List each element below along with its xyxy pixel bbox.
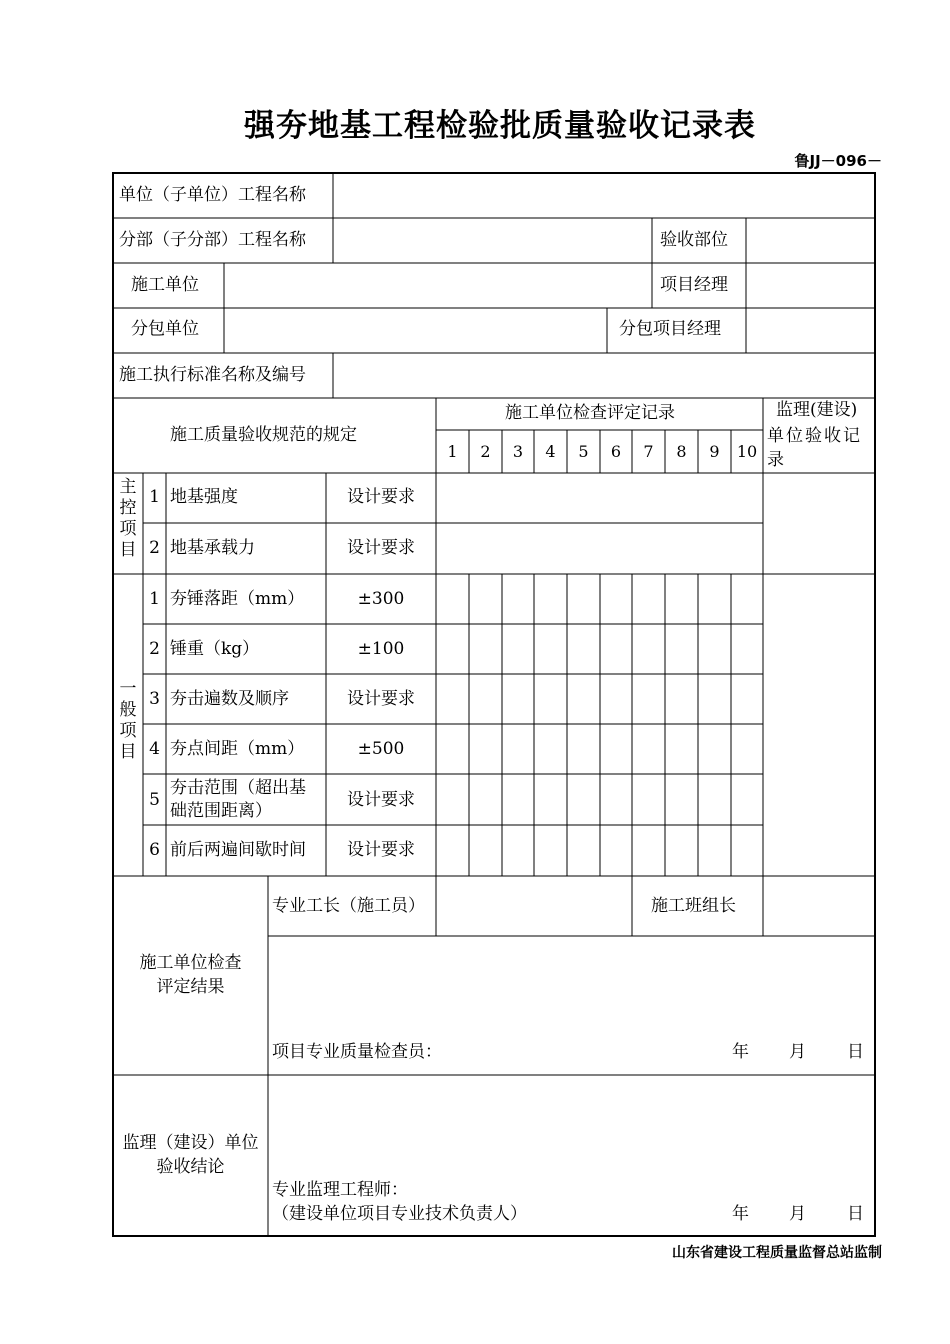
date-day: 日: [847, 1204, 864, 1224]
owner-label: （建设单位项目专业技术负责人）: [272, 1204, 527, 1224]
spec-label: 施工质量验收规范的规定: [170, 425, 357, 445]
column-number: 10: [736, 442, 758, 461]
item-name-line1: 夯击范围（超出基: [170, 778, 306, 798]
supervision-label-line2: 单位验收记: [767, 426, 862, 446]
standard-label: 施工执行标准名称及编号: [119, 365, 306, 385]
column-number: 1: [447, 442, 458, 461]
acceptance-part-label: 验收部位: [660, 230, 728, 250]
column-number: 3: [512, 442, 524, 461]
footer-issuer: 山东省建设工程质量监督总站监制: [672, 1245, 882, 1261]
column-number: 5: [578, 442, 589, 461]
date-month: 月: [789, 1204, 806, 1224]
item-number: 3: [149, 689, 160, 709]
item-requirement: 设计要求: [347, 487, 415, 507]
item-name: 夯击遍数及顺序: [170, 689, 289, 709]
item-requirement: 设计要求: [347, 689, 415, 709]
item-requirement: ±300: [357, 589, 405, 609]
item-requirement: 设计要求: [347, 840, 415, 860]
item-name: 夯点间距（mm）: [170, 739, 305, 759]
form-title: 强夯地基工程检验批质量验收记录表: [244, 108, 756, 144]
item-name: 前后两遍间歇时间: [170, 840, 306, 860]
sub-project-name-label: 分部（子分部）工程名称: [119, 230, 306, 250]
column-number: 6: [610, 442, 622, 461]
column-number: 4: [545, 442, 556, 461]
item-requirement: ±100: [357, 639, 405, 659]
item-name-line2: 础范围距离）: [170, 801, 272, 821]
date-day: 日: [847, 1042, 864, 1062]
item-name: 地基承载力: [170, 538, 255, 558]
item-number: 2: [149, 538, 160, 558]
column-number: 2: [480, 442, 491, 461]
item-requirement: 设计要求: [347, 790, 415, 810]
column-number: 9: [709, 442, 720, 461]
item-number: 5: [149, 790, 160, 810]
inspector-label: 项目专业质量检查员：: [272, 1042, 442, 1062]
item-number: 4: [149, 739, 160, 759]
subcontract-manager-label: 分包项目经理: [619, 319, 721, 339]
unit-project-name-label: 单位（子单位）工程名称: [119, 185, 306, 205]
item-name: 地基强度: [170, 487, 238, 507]
form-code: 鲁JJ－096－: [794, 152, 882, 170]
supervision-label-line3: 录: [767, 450, 784, 470]
team-leader-label: 施工班组长: [651, 896, 736, 916]
date-year: 年: [732, 1204, 749, 1224]
construction-result-label-line2: 评定结果: [156, 977, 225, 997]
item-requirement: 设计要求: [347, 538, 415, 558]
construction-result-label-line1: 施工单位检查: [139, 953, 242, 973]
date-month: 月: [789, 1042, 806, 1062]
supervision-label-line1: 监理(建设): [776, 400, 858, 420]
item-number: 1: [149, 589, 160, 609]
item-number: 2: [149, 639, 160, 659]
item-requirement: ±500: [357, 739, 405, 759]
check-record-label: 施工单位检查评定记录: [505, 403, 675, 423]
item-name: 夯锤落距（mm）: [170, 589, 305, 609]
item-name: 锤重（kg）: [170, 639, 260, 659]
supervision-result-label-line2: 验收结论: [156, 1157, 225, 1177]
project-manager-label: 项目经理: [660, 275, 728, 295]
item-number: 1: [149, 487, 160, 507]
construction-unit-label: 施工单位: [131, 275, 199, 295]
column-number: 8: [676, 442, 687, 461]
subcontract-unit-label: 分包单位: [131, 319, 199, 339]
foreman-label: 专业工长（施工员）: [272, 896, 425, 916]
supervision-result-label-line1: 监理（建设）单位: [122, 1133, 259, 1153]
engineer-label: 专业监理工程师：: [272, 1180, 408, 1200]
date-year: 年: [732, 1042, 749, 1062]
general-group-label: 一 般 项 目: [119, 679, 137, 762]
main-control-group-label: 主 控 项 目: [119, 477, 137, 560]
column-number: 7: [643, 442, 654, 461]
item-number: 6: [149, 840, 160, 860]
